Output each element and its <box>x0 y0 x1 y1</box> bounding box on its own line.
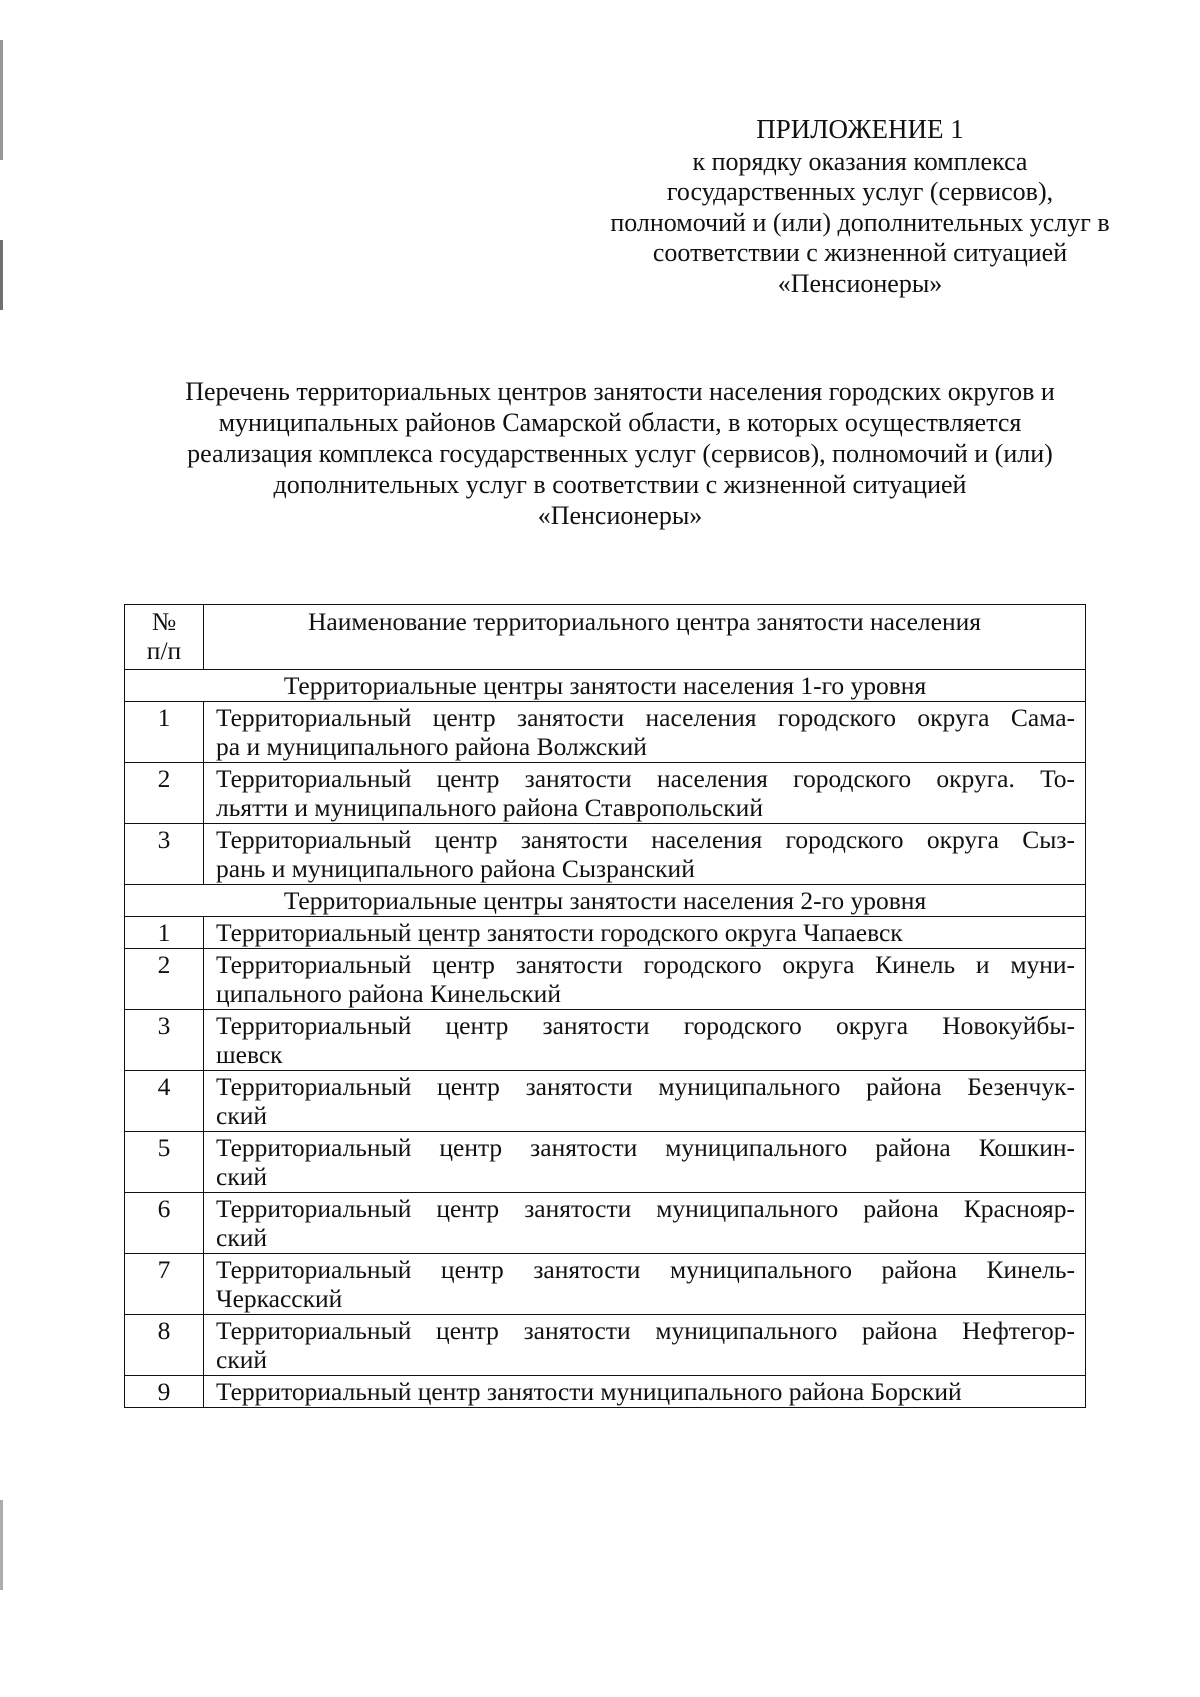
row-number: 1 <box>125 702 204 763</box>
row-number: 3 <box>125 1010 204 1071</box>
row-number: 5 <box>125 1132 204 1193</box>
center-name-line: ципального района Кинельский <box>216 979 561 1008</box>
center-name-line: ский <box>216 1101 267 1130</box>
title-line: «Пенсионеры» <box>537 501 703 530</box>
center-name <box>204 1071 1086 1132</box>
center-name-line: Территориальный центр занятости муниципального района Безенчук- <box>216 1072 1075 1101</box>
center-name-line: Территориальный центр занятости населения городского округа Сыз- <box>216 825 1075 854</box>
group-title-level-1: Территориальные центры занятости населения 1-го уровня <box>125 670 1086 702</box>
row-number: 2 <box>125 763 204 824</box>
appendix-line: государственных услуг (сервисов), <box>666 177 1054 206</box>
title-line: дополнительных услуг в соответствии с жизненной ситуацией <box>273 470 967 499</box>
row-number: 9 <box>125 1376 204 1408</box>
center-name-line: ра и муниципального района Волжский <box>216 732 647 761</box>
center-name-line: Территориальный центр занятости муниципального района Краснояр- <box>216 1194 1075 1223</box>
center-name-line: шевск <box>216 1040 283 1069</box>
center-name-line: Территориальный центр занятости населения городского округа. То- <box>216 764 1075 793</box>
table-header-row <box>125 605 1086 670</box>
table-row <box>125 763 1086 824</box>
center-name-line: Территориальный центр занятости муниципального района Кинель- <box>216 1255 1075 1284</box>
center-name-line: рань и муниципального района Сызранский <box>216 854 695 883</box>
scan-edge-mark <box>0 1500 3 1590</box>
centers-table <box>124 604 1086 1408</box>
row-number: 4 <box>125 1071 204 1132</box>
number-header-symbol: № <box>151 607 177 636</box>
center-name-line: ский <box>216 1345 267 1374</box>
row-number: 7 <box>125 1254 204 1315</box>
center-name-line: ский <box>216 1162 267 1191</box>
row-number: 3 <box>125 824 204 885</box>
title-line: Перечень территориальных центров занятости населения городских округов и <box>185 377 1055 406</box>
appendix-line: соответствии с жизненной ситуацией <box>652 238 1068 267</box>
row-number: 8 <box>125 1315 204 1376</box>
row-number: 6 <box>125 1193 204 1254</box>
row-number: 2 <box>125 949 204 1010</box>
table-row <box>125 1071 1086 1132</box>
center-name <box>204 763 1086 824</box>
center-name <box>204 1010 1086 1071</box>
center-name-line: ский <box>216 1223 267 1252</box>
center-name-line: Территориальный центр занятости населения городского округа Сама- <box>216 703 1075 732</box>
center-name <box>204 1376 1086 1408</box>
name-column-header: Наименование территориального центра занятости населения <box>204 605 1086 670</box>
appendix-header <box>560 114 1160 299</box>
group-title-level-2: Территориальные центры занятости населения 2-го уровня <box>125 885 1086 917</box>
center-name-line: Черкасский <box>216 1284 343 1313</box>
group-header-row <box>125 885 1086 917</box>
center-name-line: льятти и муниципального района Ставропольский <box>216 793 763 822</box>
center-name-line: Территориальный центр занятости городского округа Кинель и муни- <box>216 950 1075 979</box>
appendix-line: полномочий и (или) дополнительных услуг в <box>610 207 1110 237</box>
table-row <box>125 1193 1086 1254</box>
center-name-line: Территориальный центр занятости муниципального района Борский <box>216 1377 962 1406</box>
center-name-line: Территориальный центр занятости муниципального района Кошкин- <box>216 1133 1075 1162</box>
table-row <box>125 1315 1086 1376</box>
center-name <box>204 1132 1086 1193</box>
table-row <box>125 917 1086 949</box>
center-name-line: Территориальный центр занятости городского округа Новокуйбы- <box>216 1011 1075 1040</box>
table-row <box>125 1254 1086 1315</box>
table-row <box>125 1376 1086 1408</box>
center-name <box>204 1254 1086 1315</box>
scan-edge-mark <box>0 240 3 310</box>
center-name <box>204 1315 1086 1376</box>
table-row <box>125 702 1086 763</box>
group-header-row <box>125 670 1086 702</box>
document-title <box>120 376 1120 531</box>
center-name <box>204 702 1086 763</box>
scan-edge-mark <box>0 40 3 160</box>
number-header-abbrev: п/п <box>146 636 182 665</box>
appendix-title: ПРИЛОЖЕНИЕ 1 <box>756 114 964 144</box>
title-line: муниципальных районов Самарской области, в которых осуществляется <box>218 408 1022 437</box>
table-row <box>125 824 1086 885</box>
center-name <box>204 1193 1086 1254</box>
center-name <box>204 917 1086 949</box>
table-row <box>125 1132 1086 1193</box>
number-column-header <box>125 605 204 670</box>
table-row <box>125 949 1086 1010</box>
center-name <box>204 949 1086 1010</box>
row-number: 1 <box>125 917 204 949</box>
appendix-line: «Пенсионеры» <box>777 268 943 298</box>
title-line: реализация комплекса государственных услуг (сервисов), полномочий и (или) <box>187 439 1053 468</box>
center-name <box>204 824 1086 885</box>
table-row <box>125 1010 1086 1071</box>
center-name-line: Территориальный центр занятости муниципального района Нефтегор- <box>216 1316 1075 1345</box>
appendix-line: к порядку оказания комплекса <box>692 146 1028 176</box>
center-name-line: Территориальный центр занятости городского округа Чапаевск <box>216 918 903 947</box>
